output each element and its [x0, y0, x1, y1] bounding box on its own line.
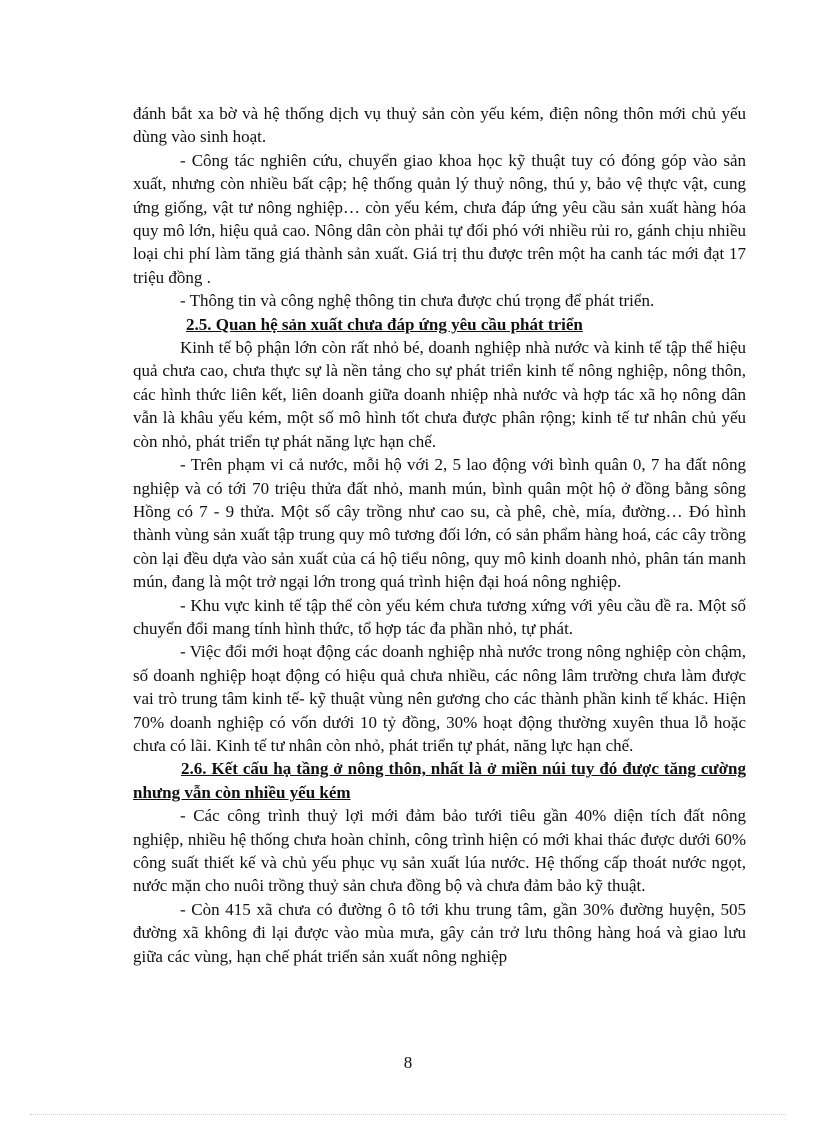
paragraph: đánh bắt xa bờ và hệ thống dịch vụ thuỷ sản còn yếu kém, điện nông thôn mới chủ yếu dùng vào sinh hoạt. — [133, 104, 746, 147]
paragraph: - Việc đổi mới hoạt động các doanh nghiệp nhà nước trong nông nghiệp còn chậm, số doanh nghiệp hoạt động có hiệu quả chưa nhiều, các nông lâm trường chưa làm được vai trò trung tâm kinh tế- kỹ thuật vùng nên gương cho các thành phần kinh tế khác. Hiện 70% doanh nghiệp có vốn dưới 10 tỷ đồng, 30% hoạt động thường xuyên thua lỗ hoặc chưa có lãi. Kinh tế tư nhân còn nhỏ, phát triển tự phát, năng lực hạn chế. — [133, 642, 746, 755]
page-body — [133, 102, 746, 968]
section-heading: 2.6. Kết cấu hạ tầng ở nông thôn, nhất là ở miền núi tuy đó được tăng cường nhưng vẫn còn nhiều yếu kém — [133, 759, 746, 802]
paragraph: - Khu vực kinh tế tập thể còn yếu kém chưa tương xứng với yêu cầu đề ra. Một số chuyển đổi mang tính hình thức, tổ hợp tác đa phần nhỏ, tự phát. — [133, 595, 746, 638]
page-number: 8 — [403, 1053, 413, 1072]
paragraph: - Công tác nghiên cứu, chuyển giao khoa học kỹ thuật tuy có đóng góp vào sản xuất, nhưng còn nhiều bất cập; hệ thống quản lý thuỷ nông, thú y, bảo vệ thực vật, cung ứng giống, vật tư nông nghiệp… còn yếu kém, chưa đáp ứng yêu cầu sản xuất hàng hóa quy mô lớn, hiệu quả cao. Nông dân còn phải tự đối phó với nhiều rủi ro, gánh chịu nhiều loại chi phí làm tăng giá thành sản xuất. Giá trị thu được trên một ha canh tác mới đạt 17 triệu đồng . — [133, 150, 746, 287]
paragraph: - Còn 415 xã chưa có đường ô tô tới khu trung tâm, gần 30% đường huyện, 505 đường xã không đi lại được vào mùa mưa, gây cản trở lưu thông hàng hoá và giao lưu giữa các vùng, hạn chế phát triển sản xuất nông nghiệp — [133, 899, 746, 966]
paragraph: - Các công trình thuỷ lợi mới đảm bảo tưới tiêu gần 40% diện tích đất nông nghiệp, nhiều hệ thống chưa hoàn chỉnh, công trình hiện có mới khai thác được dưới 60% công suất thiết kế và chủ yếu phục vụ sản xuất lúa nước. Hệ thống cấp thoát nước ngọt, nước mặn cho nuôi trồng thuỷ sản chưa đồng bộ và chưa đảm bảo kỹ thuật. — [133, 806, 746, 896]
paragraph: - Thông tin và công nghệ thông tin chưa được chú trọng để phát triển. — [180, 291, 655, 311]
paragraph: Kinh tế bộ phận lớn còn rất nhỏ bé, doanh nghiệp nhà nước và kinh tế tập thể hiệu quả chưa cao, chưa thực sự là nền tảng cho sự phát triển kinh tế nông nghiệp, nông thôn, các hình thức liên kết, liên doanh giữa doanh nhiệp nhà nước và hợp tác xã họ nông dân vẫn là khâu yếu kém, một số mô hình tốt chưa được phân rộng; kinh tế tư nhân chủ yếu còn nhỏ, phát triển tự phát năng lực hạn chế. — [133, 338, 746, 451]
paragraph: - Trên phạm vi cả nước, mỗi hộ với 2, 5 lao động với bình quân 0, 7 ha đất nông nghiệp và có tới 70 triệu thửa đất nhỏ, manh mún, bình quân một hộ ở đồng bằng sông Hồng có 7 - 9 thửa. Một số cây trồng như cao su, cà phê, chè, mía, đường… Đó hình thành vùng sản xuất tập trung quy mô tương đối lớn, có sản phẩm hàng hoá, các cây trồng còn lại đều dựa vào sản xuất của cá hộ tiểu nông, quy mô kinh doanh nhỏ, phân tán manh mún, đang là một trở ngại lớn trong quá trình hiện đại hoá nông nghiệp. — [133, 455, 746, 592]
section-heading: 2.5. Quan hệ sản xuất chưa đáp ứng yêu cầu phát triển — [186, 314, 583, 334]
footer-divider — [30, 1114, 786, 1115]
